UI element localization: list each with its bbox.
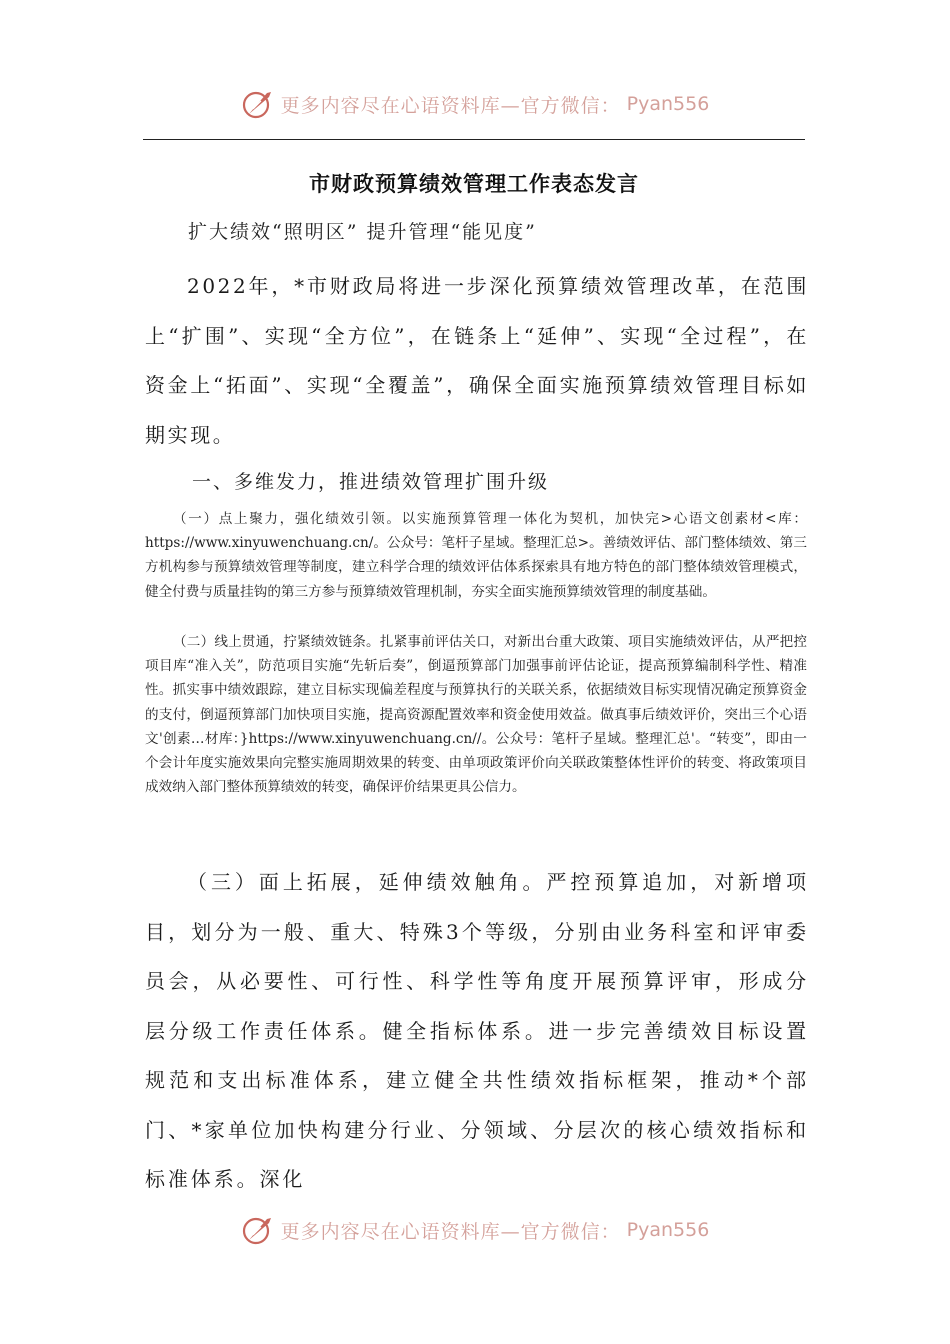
watermark-contact: Pyan556 [626,1219,710,1241]
paragraph-two: （二）线上贯通，拧紧绩效链条。扎紧事前评估关口，对新出台重大政策、项目实施绩效评估，从严把控项目库“准入关”，防范项目实施“先斩后奏”，倒逼预算部门加强事前评估论证，提高预算编制科学性、精准性。抓实事中绩效跟踪，建立目标实现偏差程度与预算执行的关联关系，依据绩效目标实现情况确定预算资金的支付，倒逼预算部门加快项目实施，提高资源配置效率和资金使用效益。做真事后绩效评价，突出三个心语文'创素…材库：}https://www.xinyuwenchuang.cn//。公众号：笔杆子星域。整理汇总'。“转变”，即由一个会计年度实施效果向完整实施周期效果的转变、由单项政策评价向关联政策整体性评价的转变、将政策项目成效纳入部门整体预算绩效的转变，确保评价结果更具公信力。 [145,634,807,796]
intro-paragraph: 2022年，*市财政局将进一步深化预算绩效管理改革，在范围上“扩围”、实现“全方位”，在链条上“延伸”、实现“全过程”，在资金上“拓面”、实现“全覆盖”，确保全面实施预算绩效管理目标如期实现。 [145,274,809,447]
header-watermark [0,82,950,126]
header-divider [143,139,805,140]
document-title: 市财政预算绩效管理工作表态发言 [309,172,639,196]
paragraph-three: （三）面上拓展，延伸绩效触角。严控预算追加，对新增项目，划分为一般、重大、特殊3个等级，分别由业务科室和评审委员会，从必要性、可行性、科学性等角度开展预算评审，形成分层分级工作责任体系。健全指标体系。进一步完善绩效目标设置规范和支出标准体系，建立健全共性绩效指标框架，推动*个部门、*家单位加快构建分行业、分领域、分层次的核心绩效指标和标准体系。深化 [145,870,809,1191]
document-subtitle: 扩大绩效“照明区” 提升管理“能见度” [188,221,537,243]
quill-pen-logo-icon [241,87,275,121]
watermark-text: 更多内容尽在心语资料库—官方微信： [280,94,621,117]
paragraph-one: （一）点上聚力，强化绩效引领。以实施预算管理一体化为契机，加快完>心语文创素材<库：https://www.xinyuwenchuang.cn/。公众号：笔杆子星域。整理汇总>。善绩效评估、部门整体绩效、第三方机构参与预算绩效管理等制度，建立科学合理的绩效评估体系探索具有地方特色的部门整体绩效管理模式，健全付费与质量挂钩的第三方参与预算绩效管理机制，夯实全面实施预算绩效管理的制度基础。 [145,511,807,600]
watermark-contact: Pyan556 [626,93,710,115]
quill-pen-logo-icon [241,1213,275,1247]
section-heading: 一、多维发力，推进绩效管理扩围升级 [192,471,550,493]
footer-watermark [0,1208,950,1252]
watermark-text: 更多内容尽在心语资料库—官方微信： [280,1220,621,1243]
